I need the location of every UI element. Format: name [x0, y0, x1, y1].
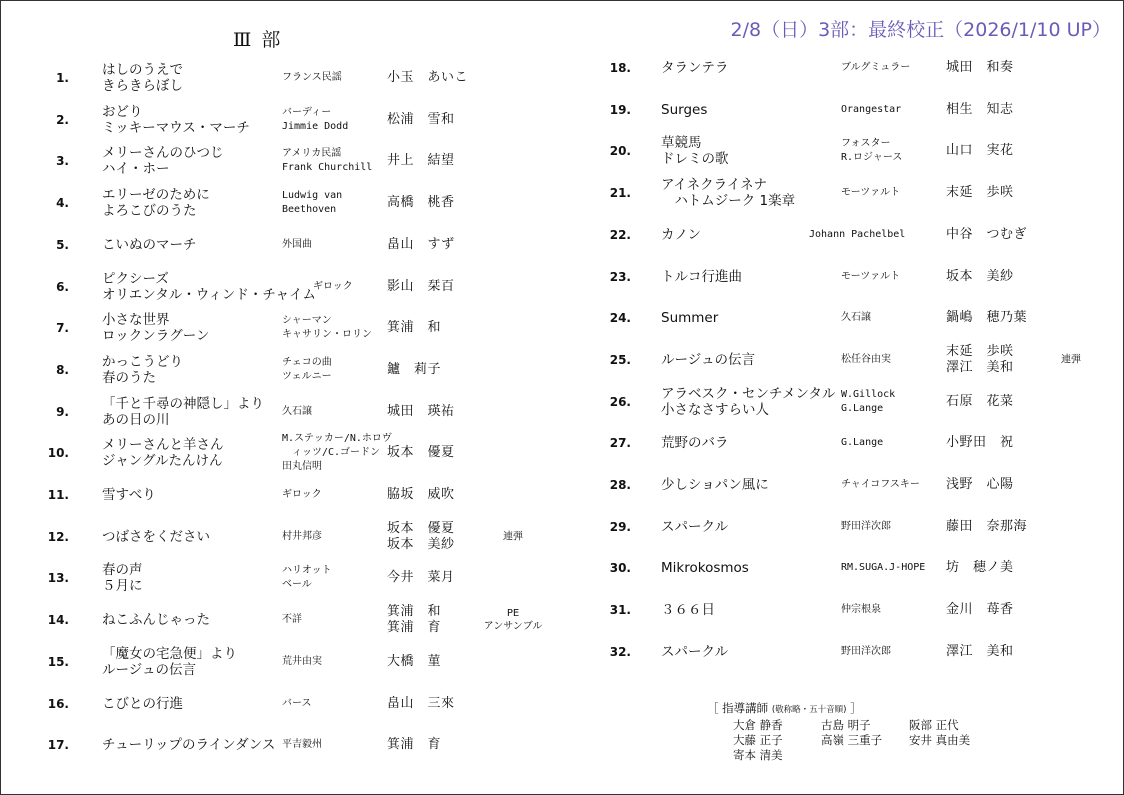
performer-name-line: 末延 歩咲 — [946, 343, 1014, 359]
performer-name — [946, 560, 1014, 576]
piece-title-line: 荒野のバラ — [661, 435, 729, 452]
performer-name-line: 城田 瑛祐 — [387, 403, 455, 419]
composer-name-line: フランス民謡 — [282, 72, 342, 83]
performer-name-line: 相生 知志 — [946, 101, 1014, 117]
program-number: 27. — [609, 436, 631, 451]
piece-title-line: ハトムジーク 1楽章 — [661, 193, 796, 210]
composer-name-line: Ludwig van — [282, 190, 343, 202]
performer-name-line: 影山 栞百 — [387, 278, 455, 294]
piece-title-line: メリーさんと羊さん — [102, 437, 224, 454]
performer-name — [946, 435, 1014, 451]
composer-name — [841, 603, 881, 617]
performer-name-line: 松浦 雪和 — [387, 111, 455, 127]
program-row — [1, 468, 1121, 502]
piece-title-line: エリーゼのために — [102, 187, 210, 204]
composer-name-line: 野田洋次郎 — [841, 645, 891, 657]
piece-title — [661, 269, 742, 285]
composer-name-line: 不詳 — [282, 614, 302, 626]
program-number: 29. — [609, 519, 631, 534]
performer-name-line: 坂本 優夏 — [387, 520, 455, 536]
piece-title-line: ドレミの歌 — [661, 151, 729, 168]
composer-name-line: ブルグミュラー — [841, 62, 911, 73]
performer-name-line: 末延 歩咲 — [946, 185, 1014, 201]
performer-name — [946, 644, 1014, 660]
program-number: 18. — [609, 61, 631, 75]
composer-name-line: G.Lange — [841, 437, 884, 449]
composer-name — [841, 353, 891, 367]
program-number: 21. — [609, 186, 631, 201]
program-number: 24. — [609, 311, 631, 326]
piece-title-line: あの日の川 — [102, 411, 170, 428]
program-row — [1, 301, 1121, 335]
program-row — [1, 426, 1121, 460]
program-row — [1, 343, 1121, 377]
program-number: 28. — [609, 478, 631, 492]
program-number: 5. — [56, 237, 69, 252]
piece-title-line: はしのうえで — [102, 62, 183, 78]
piece-title-line: つばさをください — [102, 528, 210, 545]
teachers-names — [733, 718, 989, 763]
program-row — [1, 385, 1121, 419]
teacher-name: 大藤 正子 — [733, 733, 783, 747]
composer-name-line: 松任谷由実 — [841, 353, 891, 365]
program-row — [1, 593, 1121, 627]
performer-name-line: 井上 結望 — [387, 153, 455, 169]
composer-name-line: 仲宗根泉 — [841, 604, 881, 616]
composer-name-line: ギロック — [313, 280, 353, 292]
teacher-name: 高嶺 三重子 — [821, 733, 883, 747]
composer-name — [841, 478, 920, 492]
program-number: 30. — [609, 561, 631, 576]
performer-name — [946, 102, 1014, 118]
piece-title-line: トルコ行進曲 — [661, 268, 742, 285]
piece-title-line: ルージュの伝言 — [102, 661, 196, 678]
performer-name-line: 石原 花菜 — [946, 393, 1014, 409]
program-number: 26. — [609, 394, 631, 409]
performance-note — [1041, 353, 1101, 366]
program-number: 2. — [56, 112, 69, 127]
composer-name-line: Frank Churchill — [282, 162, 373, 174]
program-number: 23. — [609, 269, 631, 284]
composer-name-line: 田丸信明 — [282, 461, 322, 473]
composer-name-line: G.Lange — [841, 402, 884, 414]
performer-name — [946, 269, 1014, 285]
piece-title-line: カノン — [661, 226, 701, 243]
composer-name-line: 野田洋次郎 — [841, 520, 891, 532]
teacher-name: 古島 明子 — [821, 718, 871, 732]
performance-note-line: アンサンブル — [483, 621, 543, 633]
piece-title-line: スパークル — [661, 643, 729, 660]
performer-name-line: 浅野 心陽 — [946, 477, 1014, 492]
piece-title — [661, 177, 795, 209]
piece-title-line: 「千と千尋の神隠し」より — [102, 395, 264, 412]
piece-title — [661, 435, 729, 451]
piece-title — [661, 386, 835, 418]
performer-name-line: 澤江 美和 — [946, 359, 1014, 375]
piece-title-line: ハイ・ホー — [102, 161, 170, 178]
composer-name-line: Jimmie Dodd — [282, 120, 349, 132]
piece-title-line: Surges — [661, 101, 708, 118]
piece-title — [661, 135, 729, 167]
performer-name — [946, 394, 1014, 410]
performer-name — [946, 60, 1014, 76]
piece-title-line: 草競馬 — [661, 135, 702, 152]
piece-title-line: ロックンラグーン — [102, 328, 210, 345]
composer-name-line: モーツァルト — [841, 187, 901, 199]
composer-name-line: Beethoven — [282, 204, 337, 216]
program-row — [1, 218, 1121, 252]
program-row — [1, 635, 1121, 669]
piece-title-line: 春の声 — [102, 562, 143, 579]
piece-title-line: タランテラ — [661, 60, 729, 76]
piece-title — [661, 602, 715, 618]
composer-name-line: バーディー — [282, 106, 332, 118]
composer-name-line: ハリオット — [282, 565, 332, 577]
composer-name — [841, 186, 900, 200]
program-number: 11. — [47, 488, 69, 502]
performer-name — [946, 344, 1014, 376]
performer-name — [946, 519, 1027, 535]
performer-name-line: 中谷 つむぎ — [946, 226, 1028, 242]
program-number: 14. — [47, 613, 69, 628]
composer-name-line: チェコの曲 — [282, 356, 332, 368]
composer-name-line: 村井邦彦 — [282, 530, 322, 542]
composer-name-line: Orangestar — [841, 103, 902, 115]
teacher-name: 大倉 静香 — [733, 718, 783, 732]
piece-title — [661, 102, 707, 118]
program-number: 3. — [56, 154, 69, 169]
piece-title-line: アイネクライネナ — [661, 177, 768, 194]
piece-title — [661, 60, 729, 76]
teacher-name: 寄本 清美 — [733, 748, 783, 762]
program-number: 13. — [47, 571, 69, 586]
performer-name — [946, 477, 1014, 493]
performer-name-line: 箕浦 育 — [387, 737, 442, 753]
piece-title-line: オリエンタル・ウィンド・チャイム — [102, 286, 316, 303]
performer-name-line: 脇坂 威吹 — [387, 487, 455, 502]
piece-title-line: よろこびのうた — [102, 203, 197, 220]
piece-title-line: 雪すべり — [102, 487, 156, 503]
piece-title-line: 少しショパン風に — [661, 477, 769, 493]
piece-title-line: ３６６日 — [661, 602, 715, 619]
performer-name-line: 今井 菜月 — [387, 570, 455, 586]
composer-name-line: 外国曲 — [282, 238, 312, 250]
piece-title — [661, 560, 749, 576]
performance-note-line: 連弾 — [503, 531, 523, 543]
performer-name — [946, 227, 1027, 243]
program-row — [1, 93, 1121, 127]
piece-title-line: Summer — [661, 310, 719, 327]
performer-name-line: 高橋 桃香 — [387, 195, 455, 211]
performer-name — [946, 143, 1014, 159]
piece-title — [102, 737, 275, 753]
performer-name-line: 畠山 三來 — [387, 695, 455, 711]
program-number: 20. — [609, 144, 631, 159]
program-number: 9. — [56, 404, 69, 419]
program-number: 4. — [56, 196, 69, 211]
piece-title-line: Mikrokosmos — [661, 560, 749, 577]
piece-title-line: ジャングルたんけん — [102, 453, 223, 470]
piece-title-line: ピクシーズ — [102, 270, 169, 287]
composer-name-line: ベール — [282, 579, 312, 591]
performer-name-line: 大橋 菫 — [387, 653, 442, 669]
program-number: 22. — [609, 227, 631, 242]
teacher-name: 阪部 正代 — [909, 718, 959, 732]
program-number: 7. — [56, 321, 69, 336]
composer-name-line: R.ロジャース — [841, 152, 903, 164]
program-number: 19. — [609, 102, 631, 117]
composer-name-line: フォスター — [841, 138, 891, 150]
composer-name-line: W.Gillock — [841, 388, 896, 400]
performer-name-line: 坊 穂ノ美 — [946, 560, 1014, 576]
composer-name-line: Johann Pachelbel — [809, 228, 906, 240]
program-row — [1, 510, 1121, 544]
program-row — [1, 260, 1121, 294]
piece-title-line: きらきらぼし — [102, 78, 183, 94]
program-number: 17. — [47, 738, 69, 753]
piece-title-line: おどり — [102, 103, 143, 120]
composer-name — [841, 561, 925, 575]
performer-name-line: 坂本 美紗 — [387, 536, 455, 552]
program-row — [1, 176, 1121, 210]
performer-name-line: 畠山 すず — [387, 236, 455, 252]
piece-title — [661, 310, 718, 326]
performer-name-line: 箕浦 和 — [387, 604, 442, 620]
composer-name — [841, 645, 891, 659]
teacher-name: 安井 真由美 — [909, 733, 971, 747]
composer-name — [841, 388, 895, 416]
program-number: 1. — [56, 71, 69, 85]
performer-name-line: 鍋嶋 穂乃葉 — [946, 310, 1028, 326]
program-row — [1, 134, 1121, 168]
composer-name-line: バース — [282, 697, 312, 709]
composer-name — [809, 228, 905, 242]
revision-header: 2/8（日）3部：最終校正（2026/1/10 UP） — [730, 19, 1111, 41]
performer-name — [946, 185, 1014, 201]
program-row — [1, 51, 1121, 85]
composer-name — [282, 697, 312, 711]
composer-name — [841, 311, 871, 325]
composer-name — [841, 103, 901, 117]
program-number: 12. — [47, 529, 69, 544]
composer-name — [282, 738, 322, 752]
performer-name — [387, 737, 441, 753]
composer-name-line: キャサリン・ロリン — [282, 329, 372, 341]
piece-title — [661, 227, 701, 243]
piece-title-line: かっこうどり — [102, 353, 183, 370]
performer-name — [946, 602, 1014, 618]
performer-name-line: 小野田 祝 — [946, 435, 1014, 451]
performer-name — [946, 310, 1027, 326]
performer-name-line: 城田 和奏 — [946, 60, 1014, 75]
program-number: 10. — [47, 446, 69, 461]
composer-name-line: ギロック — [282, 489, 322, 500]
piece-title-line: 小さなさすらい人 — [661, 401, 769, 418]
performance-note-line: PE — [506, 608, 520, 620]
piece-title — [661, 352, 755, 368]
piece-title-line: メリーさんのひつじ — [102, 145, 224, 162]
piece-title-line: こびとの行進 — [102, 695, 183, 712]
composer-name — [841, 61, 910, 75]
performer-name-line: 藤田 奈那海 — [946, 518, 1028, 534]
composer-name — [841, 270, 900, 284]
performer-name-line: 金川 苺香 — [946, 602, 1014, 618]
page-title: Ⅲ 部 — [233, 29, 283, 51]
performer-name-line: 箕浦 育 — [387, 620, 442, 636]
piece-title-line: 小さな世界 — [102, 312, 170, 329]
composer-name-line: モーツァルト — [841, 270, 901, 282]
program-number: 25. — [609, 352, 631, 367]
piece-title-line: スパークル — [661, 518, 729, 535]
performer-name-line: 箕浦 和 — [387, 320, 442, 336]
piece-title — [661, 519, 728, 535]
performer-name-line: 坂本 美紗 — [946, 268, 1014, 284]
composer-name — [841, 137, 902, 165]
piece-title-line: こいぬのマーチ — [102, 236, 197, 253]
composer-name — [841, 436, 883, 450]
performer-name — [387, 696, 455, 712]
performer-name-line: 小玉 あいこ — [387, 70, 469, 85]
piece-title-line: ねこふんじゃった — [102, 612, 210, 629]
piece-title — [102, 696, 183, 712]
composer-name-line: 久石譲 — [841, 312, 871, 324]
piece-title-line: アラベスク・センチメンタル — [661, 385, 836, 402]
performer-name-line: 澤江 美和 — [946, 643, 1014, 659]
composer-name-line: 久石譲 — [282, 405, 312, 417]
piece-title — [661, 644, 728, 660]
piece-title-line: ルージュの伝言 — [661, 351, 755, 368]
composer-name — [841, 520, 891, 534]
composer-name-line: チャイコフスキー — [841, 479, 920, 490]
piece-title-line: チューリップのラインダンス — [102, 737, 276, 754]
teachers-heading: ［ 指導講師 (敬称略・五十音順) ］ — [707, 701, 862, 715]
composer-name-line: アメリカ民謡 — [282, 148, 342, 160]
composer-name-line: 荒井由実 — [282, 655, 322, 667]
composer-name-line: 平吉毅州 — [282, 739, 322, 751]
piece-title-line: 春のうた — [102, 369, 156, 386]
program-number: 15. — [47, 654, 69, 669]
program-number: 32. — [609, 644, 631, 659]
composer-name-line: ィッツ/C.ゴードン — [282, 447, 381, 459]
composer-name-line: シャーマン — [282, 315, 332, 327]
performer-name-line: 山口 実花 — [946, 143, 1014, 159]
program-number: 6. — [56, 279, 69, 294]
program-number: 31. — [609, 603, 631, 618]
composer-name-line: RM.SUGA.J-HOPE — [841, 562, 926, 574]
piece-title-line: ミッキーマウス・マーチ — [102, 119, 250, 136]
performer-name-line: 鑪 莉子 — [387, 361, 442, 377]
composer-name-line: ツェルニー — [282, 370, 332, 382]
piece-title — [661, 477, 769, 493]
program-row — [1, 551, 1121, 585]
piece-title-line: 「魔女の宅急便」より — [102, 645, 237, 662]
teachers-block — [707, 701, 989, 763]
program-number: 16. — [47, 696, 69, 711]
performer-name-line: 坂本 優夏 — [387, 445, 455, 461]
program-number: 8. — [56, 362, 69, 377]
piece-title-line: ５月に — [102, 578, 143, 595]
performance-note-line: 連弾 — [1061, 354, 1081, 366]
composer-name-line: M.ステッカー/N.ホロヴ — [282, 433, 392, 445]
